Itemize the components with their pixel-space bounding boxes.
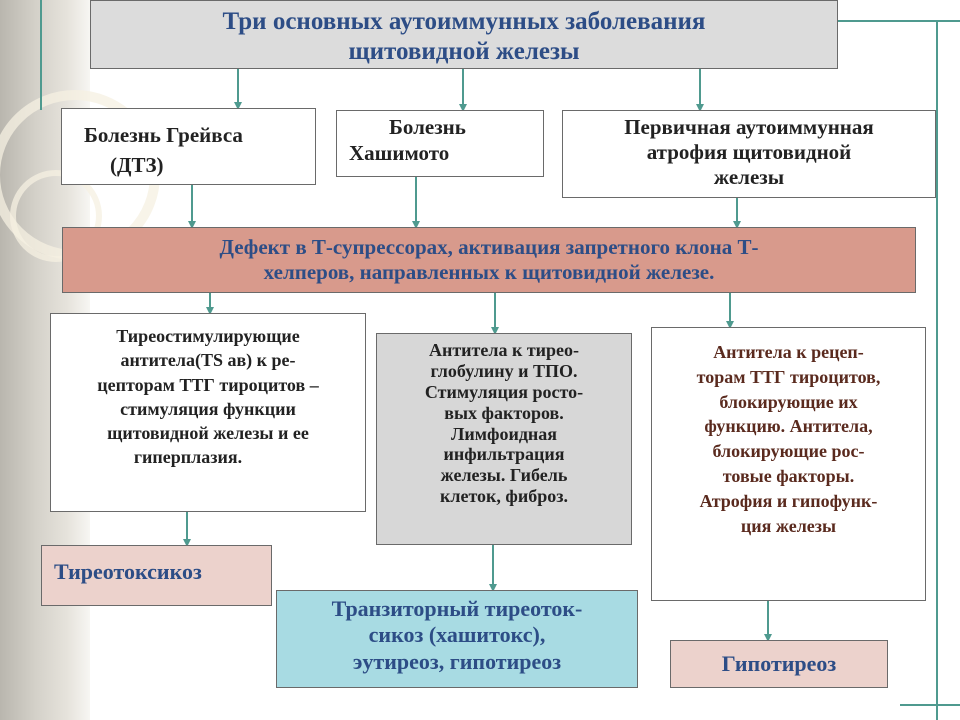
disease-hashimoto-box	[336, 110, 544, 177]
disease-hashimoto-line-2: Хашимото	[349, 141, 450, 165]
mechanism-graves-line: Тиреостимулирующие	[116, 326, 300, 346]
mechanism-graves-line: гиперплазия.	[133, 447, 243, 468]
outcome-hypothyroidism-box	[670, 640, 888, 688]
mechanism-hashimoto-line: клеток, фиброз.	[439, 486, 568, 507]
mechanism-atrophy-line: функцию. Антитела,	[704, 416, 873, 437]
outcome-transient-thyrotoxicosis-box	[276, 590, 638, 688]
title-line-2: щитовидной железы	[348, 38, 580, 65]
outcome-hashimoto-line: эутиреоз, гипотиреоз	[352, 648, 562, 674]
mechanism-hashimoto-line: Стимуляция росто-	[424, 381, 584, 402]
mechanism-hashimoto-line: вых факторов.	[444, 402, 564, 423]
mechanism-hashimoto-line: глобулину и ТПО.	[430, 360, 578, 381]
title-line-1: Три основных аутоиммунных заболевания	[222, 8, 706, 35]
mechanism-hashimoto-line: инфильтрация	[443, 444, 565, 465]
mechanism-atrophy-line: Антитела к рецеп-	[713, 342, 864, 362]
mechanism-atrophy-line: ция железы	[740, 515, 837, 536]
outcome-hashimoto-line: сикоз (хашитокс),	[368, 622, 546, 648]
outcome-thyrotoxicosis-box	[41, 545, 272, 606]
disease-atrophy-line-2: атрофия щитовидной	[646, 140, 852, 165]
mechanism-graves-line: щитовидной железы и ее	[107, 423, 309, 444]
mechanism-graves-line: цепторам ТТГ тироцитов –	[97, 374, 319, 395]
mechanism-atrophy-box	[651, 327, 926, 601]
disease-graves-box	[61, 108, 316, 185]
mechanism-graves-line: стимуляция функции	[120, 398, 296, 419]
mechanism-hashimoto-box	[376, 333, 632, 545]
disease-graves-line-2: (ДТЗ)	[110, 153, 164, 177]
mechanism-atrophy-line: товые факторы.	[722, 466, 855, 487]
defect-line-1: Дефект в Т-супрессорах, активация запретного клона Т-	[219, 235, 759, 259]
disease-atrophy-line-3: железы	[713, 165, 785, 190]
mechanism-atrophy-line: блокирующие рос-	[712, 441, 865, 462]
mechanism-atrophy-line: торам ТТГ тироцитов,	[696, 366, 881, 387]
mechanism-graves-line: антитела(TS ав) к ре-	[120, 350, 296, 371]
mechanism-atrophy-line: Атрофия и гипофунк-	[699, 490, 878, 511]
mechanism-hashimoto-line: Лимфоидная	[450, 423, 558, 444]
disease-atrophy-line-1: Первичная аутоиммунная	[624, 115, 874, 139]
mechanism-hashimoto-line: железы. Гибель	[440, 465, 568, 486]
diagram-title	[90, 0, 838, 69]
disease-graves-line-1: Болезнь Грейвса	[84, 123, 243, 147]
t-suppressor-defect-box	[62, 227, 916, 293]
defect-line-2: хелперов, направленных к щитовидной железе.	[263, 260, 715, 285]
outcome-hashimoto-line: Транзиторный тиреоток-	[331, 596, 583, 621]
mechanism-atrophy-line: блокирующие их	[719, 391, 858, 412]
disease-atrophy-box	[562, 110, 936, 198]
disease-hashimoto-line-1: Болезнь	[389, 115, 466, 139]
mechanism-hashimoto-line: Антитела к тирео-	[428, 340, 580, 360]
outcome-thyrotoxicosis-label: Тиреотоксикоз	[54, 559, 202, 584]
mechanism-graves-box	[50, 313, 366, 512]
outcome-hypothyroidism-label: Гипотиреоз	[721, 651, 837, 676]
